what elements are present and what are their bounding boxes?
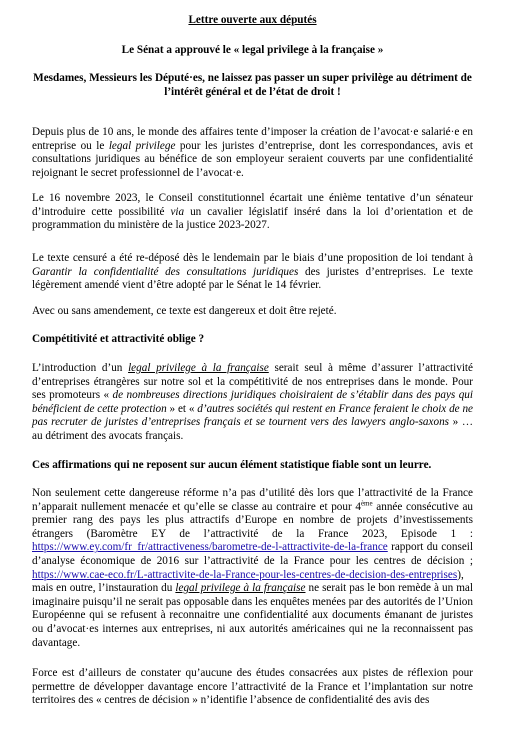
text-run: un cavalier législatif inséré dans la loi d’orientation et de programmation du ministère de la justice 2023-2027. (32, 205, 473, 232)
emphasis: legal privilege à la française (175, 582, 306, 595)
text-run: des juristes d’entreprises. Le texte légèrement amendé vient d’être adopté par le Sénat le 14 février. (32, 265, 473, 292)
paragraph-4: Avec ou sans amendement, ce texte est dangereux et doit être rejeté. (32, 305, 337, 317)
section-heading-1: Compétitivité et attractivité oblige ? (32, 333, 205, 345)
quote: de nombreuses directions juridiques choisiraient de s’établir dans des pays qui bénéficient de cette protection (32, 389, 473, 415)
paragraph-5 (32, 362, 473, 444)
superscript: ème (360, 498, 373, 507)
text-run: » … au détriment des avocats français. (32, 416, 473, 442)
link-ey-barometre[interactable]: https://www.ey.com/fr_fr/attractiveness/barometre-de-l-attractivite-de-la-france (32, 541, 388, 554)
section-heading-2: Ces affirmations qui ne reposent sur aucun élément statistique fiable sont un leurre. (32, 459, 432, 471)
text-run: pour les juristes d’entreprise, dont les correspondances, avis et consultations juridiques au bénéfice de son employeur seraient couverts par une confidentialité rejoignant le secret professionnel de l’avocat·e. (32, 139, 473, 179)
text-run: ), mais en outre, l’instauration du (32, 568, 464, 595)
paragraph-1 (32, 126, 473, 180)
text-run: Le 16 novembre 2023, le Conseil constitutionnel écartait une énième tentative d’un sénateur d’introduire cette possibilité (32, 192, 473, 218)
paragraph-6 (32, 487, 473, 650)
letter-title: Lettre ouverte aux députés (188, 14, 317, 26)
paragraph-7: Force est d’ailleurs de constater qu’aucune des études consacrées aux pistes de réflexion pour permettre de développer davantage encore l’attractivité de la France et l’implantation sur notre territoires des « centres de décision » n’identifie l’absence de confidentialité des avis des (32, 667, 473, 707)
text-run: serait seul à même d’assurer l’attractivité d’entreprises étrangères sur notre sol et la compétitivité de nos entreprises dans le monde. Pour ses promoteurs « (32, 362, 473, 402)
emphasis: legal privilege à la française (128, 362, 269, 374)
emphasis: Garantir la confidentialité des consultations juridiques (32, 265, 299, 278)
text-run: Depuis plus de 10 ans, le monde des affaires tente d’imposer la création de l’avocat·e salarié·e en entreprise ou le (32, 126, 473, 152)
quote: d’autres sociétés qui restent en France feraient le choix de ne pas recruter de juristes d’entreprises français et se tournent vers des lawyers anglo-saxons (32, 402, 474, 429)
headline: Le Sénat a approuvé le « legal privilege à la française » (121, 44, 384, 56)
text-run: ne serait pas le bon remède à un mal imaginaire puisqu’il ne serait pas opposable dans les enquêtes menées par des autorités de l’Union Européenne qui se refusent à reconnaitre une confidentialité aux documents émanant de juristes ou d’avocat·es internes aux entreprises, ni aux autorités américaines qui ne la reconnaissent pas davantage. (32, 582, 473, 649)
paragraph-2 (32, 192, 473, 233)
subtitle: Mesdames, Messieurs les Député·es, ne laissez pas passer un super privilège au détriment de l’intérêt général et de l’état de droit ! (33, 72, 472, 98)
text-run: Le texte censuré a été re-déposé dès le lendemain par le biais d’une proposition de loi tendant à (32, 252, 473, 264)
text-run: » et « (166, 402, 198, 415)
emphasis: via (170, 205, 185, 218)
text-run: Non seulement cette dangereuse réforme n’a pas d’utilité dès lors que l’attractivité de la France n’apparait nullement menacée et qu’elle se classe au contraire et pour 4 (32, 487, 473, 513)
text-run: année consécutive au premier rang des pays les plus attractifs d’Europe en nombre de projets d’investissements étrangers (Baromètre EY de l’attractivité de la France 2023, Episode 1 : (32, 500, 474, 540)
emphasis: legal privilege (108, 139, 176, 152)
text-run: rapport du conseil d’analyse économique de 2016 sur l’attractivité de la France pour les centres de décision ; (32, 541, 473, 567)
text-run: L’introduction d’un (32, 362, 129, 374)
paragraph-3 (32, 252, 473, 293)
link-cae-rapport[interactable]: https://www.cae-eco.fr/L-attractivite-de-la-France-pour-les-centres-de-decision-des-entreprises (32, 568, 458, 581)
